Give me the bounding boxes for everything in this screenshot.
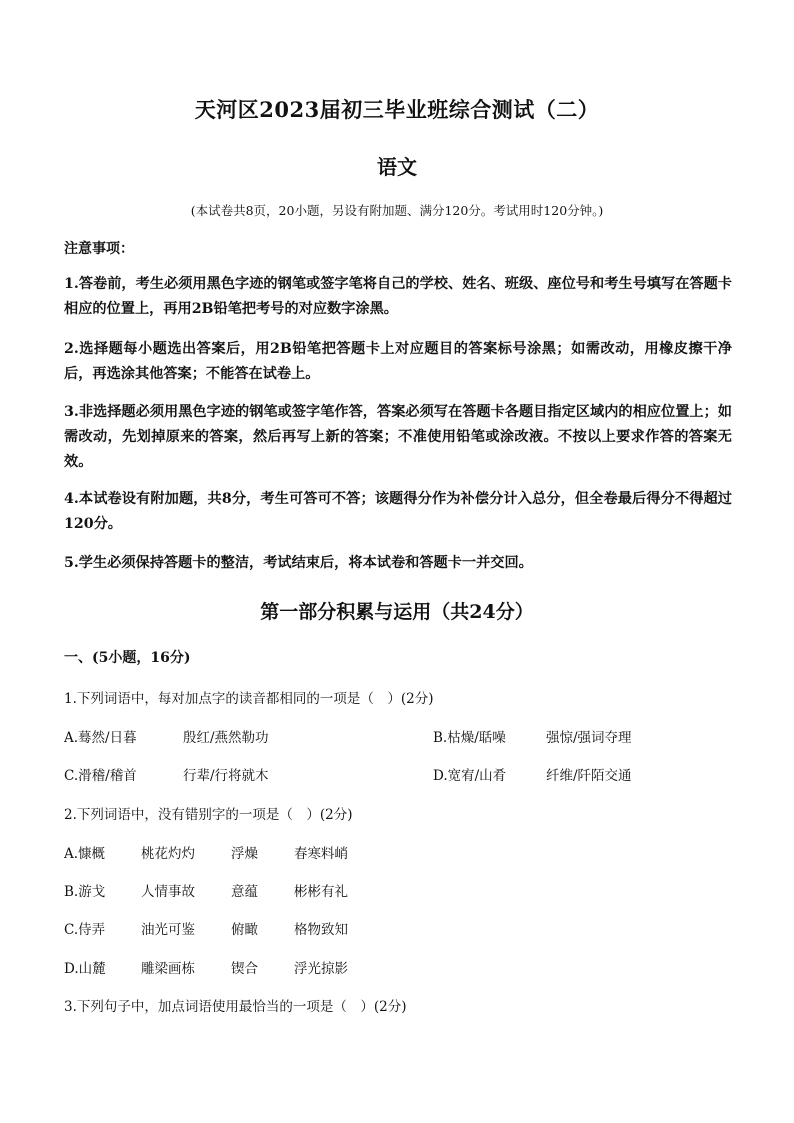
q2-option-c-2: 油光可鉴 — [141, 922, 195, 938]
q2-option-c-1: C.侍弄 — [64, 922, 106, 938]
exam-title: 天河区2023届初三毕业班综合测试（二） — [194, 97, 600, 122]
q2-option-b-1: B.游戈 — [64, 884, 106, 900]
q2-option-a-4: 春寒料峭 — [294, 846, 348, 862]
note-item-2: 2.选择题每小题选出答案后，用2B铅笔把答题卡上对应题目的答案标号涂黑；如需改动，用橡皮擦干净后，再选涂其他答案；不能答在试卷上。 — [64, 341, 732, 382]
note-item-3: 3.非选择题必须用黑色字迹的钢笔或签字笔作答，答案必须写在答题卡各题目指定区域内的相应位置上；如需改动，先划掉原来的答案，然后再写上新的答案；不准使用铅笔或涂改液。不按以上要求作答的答案无效。 — [64, 404, 732, 470]
q1-option-c-2: 行辈/行将就木 — [183, 768, 269, 784]
question-2-stem: 2.下列词语中，没有错别字的一项是（ ）(2分) — [64, 807, 353, 823]
notes-heading: 注意事项： — [64, 241, 134, 257]
note-item-4: 4.本试卷设有附加题，共8分，考生可答可不答；该题得分作为补偿分计入总分，但全卷最后得分不得超过120分。 — [64, 491, 732, 532]
q2-option-a-2: 桃花灼灼 — [141, 846, 195, 862]
q2-option-b-2: 人情事故 — [141, 884, 195, 900]
section-heading: 一、(5小题，16分) — [64, 650, 191, 666]
q2-option-d-4: 浮光掠影 — [294, 961, 348, 977]
q1-option-d-2: 纤维/阡陌交通 — [546, 768, 632, 784]
note-item-1: 1.答卷前，考生必须用黑色字迹的钢笔或签字笔将自己的学校、姓名、班级、座位号和考生号填写在答题卡相应的位置上，再用2B铅笔把考号的对应数字涂黑。 — [64, 276, 732, 317]
q1-option-b-1: B.枯燥/聒噪 — [433, 730, 506, 746]
q2-option-a-3: 浮燥 — [231, 846, 258, 862]
question-1-stem: 1.下列词语中，每对加点字的读音都相同的一项是（ ）(2分) — [64, 691, 434, 707]
note-item-5: 5.学生必须保持答题卡的整洁，考试结束后，将本试卷和答题卡一并交回。 — [64, 555, 533, 571]
subject-title: 语文 — [377, 155, 417, 179]
q1-option-a-2: 殷红/燕然勒功 — [183, 730, 269, 746]
q2-option-d-3: 锲合 — [231, 961, 258, 977]
question-3-stem: 3.下列句子中，加点词语使用最恰当的一项是（ ）(2分) — [64, 999, 407, 1015]
q2-option-c-3: 俯瞰 — [231, 922, 258, 938]
q2-option-d-1: D.山麓 — [64, 961, 106, 977]
exam-info: (本试卷共8页，20小题，另设有附加题、满分120分。考试用时120分钟。) — [190, 203, 604, 218]
q1-option-a-1: A.蓦然/日暮 — [64, 730, 137, 746]
q1-option-c-1: C.滑稽/稽首 — [64, 768, 137, 784]
q1-option-d-1: D.宽宥/山肴 — [433, 768, 507, 784]
q2-option-b-3: 意蕴 — [231, 884, 258, 900]
q2-option-b-4: 彬彬有礼 — [294, 884, 348, 900]
q2-option-c-4: 格物致知 — [294, 922, 348, 938]
q2-option-a-1: A.慷概 — [64, 846, 106, 862]
q1-option-b-2: 强惊/强词夺理 — [546, 730, 632, 746]
part-title: 第一部分积累与运用（共24分） — [260, 601, 534, 623]
q2-option-d-2: 雕梁画栋 — [141, 961, 195, 977]
